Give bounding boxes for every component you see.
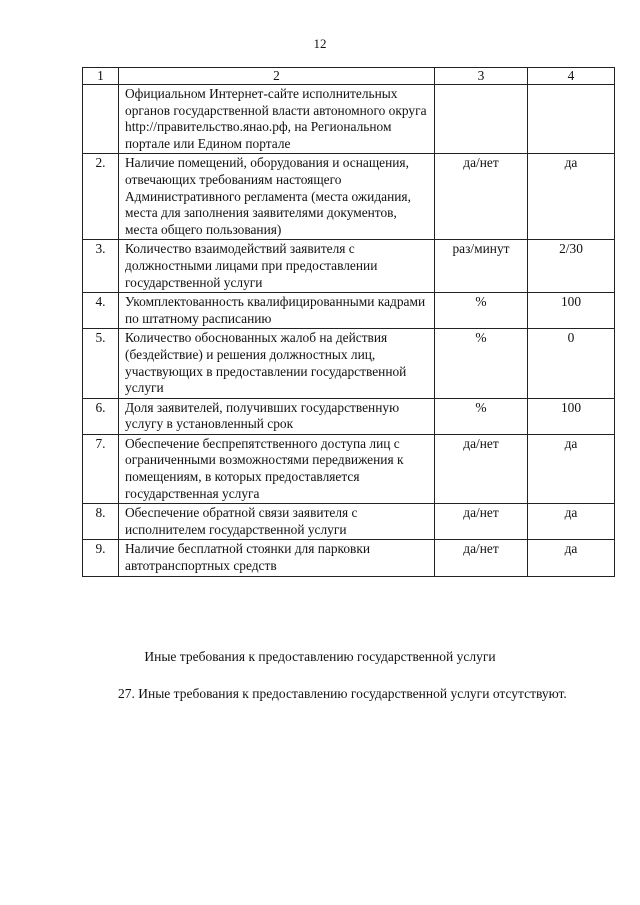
value-cell: 0: [528, 329, 615, 398]
column-header: 3: [435, 68, 528, 85]
row-number-cell: 5.: [83, 329, 119, 398]
table-row: [83, 504, 615, 540]
indicator-name-cell: Количество обоснованных жалоб на действия (бездействие) и решения должностных лиц, участвующих в предоставлении государственной услуги: [119, 329, 435, 398]
row-number-cell: 4.: [83, 293, 119, 329]
requirements-table: [82, 67, 615, 577]
indicator-name-cell: Укомплектованность квалифицированными кадрами по штатному расписанию: [119, 293, 435, 329]
table-row: [83, 398, 615, 434]
table-row: [83, 434, 615, 503]
column-header: 2: [119, 68, 435, 85]
page-number: 12: [313, 36, 327, 51]
value-cell: да: [528, 540, 615, 576]
row-number-cell: 6.: [83, 398, 119, 434]
row-number-cell: 3.: [83, 240, 119, 293]
section-heading: Иные требования к предоставлению государственной услуги: [144, 649, 496, 664]
unit-cell: %: [435, 329, 528, 398]
table-row: [83, 329, 615, 398]
indicator-name-cell: Обеспечение обратной связи заявителя с исполнителем государственной услуги: [119, 504, 435, 540]
unit-cell: да/нет: [435, 434, 528, 503]
unit-cell: раз/минут: [435, 240, 528, 293]
indicator-name-cell: Доля заявителей, получивших государственную услугу в установленный срок: [119, 398, 435, 434]
indicator-name-cell: Наличие помещений, оборудования и оснащения, отвечающих требованиям настоящего Административного регламента (места ожидания, места для заполнения заявителями документов, места общего пользования): [119, 154, 435, 240]
value-cell: да: [528, 504, 615, 540]
unit-cell: да/нет: [435, 154, 528, 240]
value-cell: да: [528, 154, 615, 240]
indicator-name-cell: Обеспечение беспрепятственного доступа лиц с ограниченными возможностями передвижения к помещениям, в которых предоставляется государственная услуга: [119, 434, 435, 503]
unit-cell: да/нет: [435, 540, 528, 576]
table-row: [83, 85, 615, 154]
paragraph-text: 27. Иные требования к предоставлению государственной услуги отсутствуют.: [118, 686, 567, 701]
unit-cell: %: [435, 398, 528, 434]
value-cell: [528, 85, 615, 154]
row-number-cell: 8.: [83, 504, 119, 540]
table-row: [83, 293, 615, 329]
table-row: [83, 240, 615, 293]
row-number-cell: 2.: [83, 154, 119, 240]
row-number-cell: 7.: [83, 434, 119, 503]
column-header: 1: [83, 68, 119, 85]
table-row: [83, 154, 615, 240]
unit-cell: да/нет: [435, 504, 528, 540]
paragraph-27: [82, 684, 614, 703]
table-row: [83, 540, 615, 576]
indicator-name-cell: Количество взаимодействий заявителя с должностными лицами при предоставлении государственной услуги: [119, 240, 435, 293]
value-cell: 100: [528, 293, 615, 329]
row-number-cell: [83, 85, 119, 154]
unit-cell: %: [435, 293, 528, 329]
value-cell: да: [528, 434, 615, 503]
column-header: 4: [528, 68, 615, 85]
indicator-name-cell: Официальном Интернет-сайте исполнительных органов государственной власти автономного округа http://правительство.янао.рф, на Региональном портале или Едином портале: [119, 85, 435, 154]
table-header-row: [83, 68, 615, 85]
indicator-name-cell: Наличие бесплатной стоянки для парковки автотранспортных средств: [119, 540, 435, 576]
unit-cell: [435, 85, 528, 154]
value-cell: 2/30: [528, 240, 615, 293]
row-number-cell: 9.: [83, 540, 119, 576]
value-cell: 100: [528, 398, 615, 434]
